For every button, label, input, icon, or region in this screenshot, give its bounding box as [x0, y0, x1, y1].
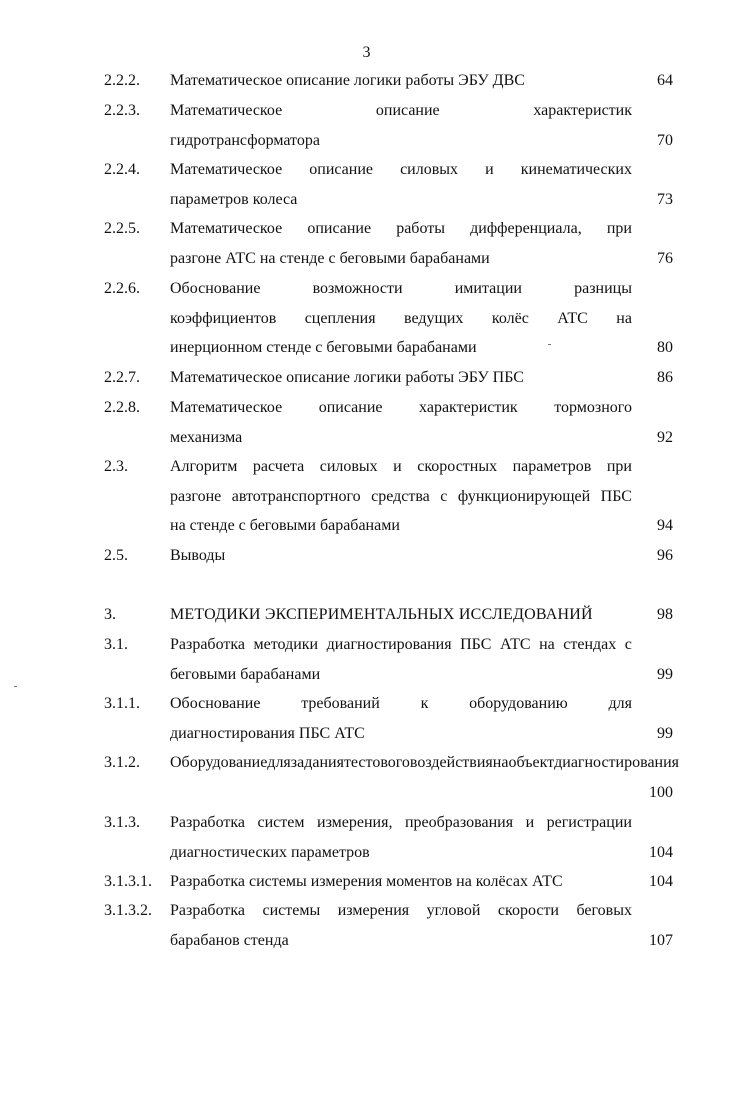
toc-entry-number: 3.1.2.: [104, 754, 140, 771]
toc-entry-number: 2.3.: [104, 458, 128, 475]
toc-entry-number: 2.2.6.: [104, 280, 140, 297]
toc-entry-title-line: барабанов стенда: [170, 931, 289, 949]
toc-entry-page: 104: [649, 843, 673, 861]
toc-entry-title-line: параметров колеса: [170, 190, 298, 208]
toc-entry-page: 80: [657, 339, 673, 356]
toc-entry-title-line: Математическое описание логики работы ЭБУ ДВС: [170, 72, 525, 89]
toc-entry-number: 2.2.3.: [104, 102, 140, 119]
toc-entry-title-line: механизма: [170, 428, 243, 446]
toc-entry-title-line: коэффициентов сцепления ведущих колёс АТС на: [170, 309, 632, 327]
toc-entry-number: 3.1.1.: [104, 695, 140, 712]
scan-mark: [14, 686, 17, 687]
toc-entry-title-line: диагностирования ПБС АТС: [170, 724, 365, 742]
toc-entry-title-line: Математическое описание силовых и кинематических: [170, 161, 632, 178]
toc-entry-number: 3.1.3.1.: [104, 873, 152, 890]
toc-entry-page: 98: [657, 606, 673, 623]
toc-entry-title-line: Математическое описание логики работы ЭБУ ПБС: [170, 369, 524, 386]
toc-entry-number: 2.2.7.: [104, 369, 140, 386]
toc-entry-page: 107: [649, 931, 673, 949]
toc-entry-title-line: Алгоритм расчета силовых и скоростных параметров при: [170, 458, 632, 475]
toc-entry-title-line: Обоснование требований к оборудованию для: [170, 695, 632, 712]
scan-mark: [548, 344, 551, 345]
toc-entry-number: 2.2.8.: [104, 399, 140, 416]
toc-entry-title-line: Обоснование возможности имитации разницы: [170, 280, 632, 297]
toc-entry-title-line: Разработка методики диагностирования ПБС АТС на стендах с: [170, 636, 632, 653]
toc-entry-title-line: на стенде с беговыми барабанами: [170, 517, 400, 534]
toc-entry-title-line: разгоне автотранспортного средства с функционирующей ПБС: [170, 487, 632, 505]
toc-entry-number: 3.1.: [104, 636, 128, 653]
toc-entry-title-line: гидротрансформатора: [170, 131, 320, 149]
toc-entry-title-line: МЕТОДИКИ ЭКСПЕРИМЕНТАЛЬНЫХ ИССЛЕДОВАНИЙ: [170, 606, 593, 623]
toc-entry-number: 2.2.5.: [104, 220, 140, 237]
toc-entry-number: 2.5.: [104, 547, 128, 564]
toc-entry-title-line: Оборудование для задания тестового воздействия на объект диагностирования: [170, 754, 680, 771]
toc-entry-page: 64: [657, 72, 673, 89]
toc-entry-number: 2.2.4.: [104, 161, 140, 178]
toc-entry-page: 76: [657, 249, 673, 267]
toc-entry-title-line: Математическое описание характеристик: [170, 102, 632, 119]
toc-entry-title-line: беговыми барабанами: [170, 665, 321, 683]
toc-entry-page: 70: [657, 131, 673, 149]
toc-entry-page: 100: [649, 783, 673, 801]
toc-entry-number: 2.2.2.: [104, 72, 140, 89]
toc-entry-title-line: Выводы: [170, 547, 226, 564]
toc-entry-number: 3.1.3.: [104, 814, 140, 831]
toc-entry-title-line: Разработка системы измерения угловой скорости беговых: [170, 902, 632, 919]
toc-entry-page: 94: [657, 517, 673, 534]
toc-entry-title-line: Разработка системы измерения моментов на колёсах АТС: [170, 873, 563, 890]
toc-entry-page: 99: [657, 724, 673, 742]
toc-entry-page: 92: [657, 428, 673, 446]
toc-entry-title-line: Математическое описание работы дифференциала, при: [170, 220, 632, 237]
toc-entry-number: 3.: [104, 606, 116, 623]
page-number: 3: [362, 44, 371, 61]
toc-entry-title-line: разгоне АТС на стенде с беговыми барабанами: [170, 249, 490, 267]
toc-entry-page: 86: [657, 369, 673, 386]
toc-entry-page: 73: [657, 190, 673, 208]
toc-entry-page: 104: [649, 873, 673, 890]
toc-entry-page: 99: [657, 665, 673, 683]
toc-entry-title-line: инерционном стенде с беговыми барабанами: [170, 339, 477, 356]
toc-entry-page: 96: [657, 547, 673, 564]
toc-entry-number: 3.1.3.2.: [104, 902, 152, 919]
toc-entry-title-line: диагностических параметров: [170, 843, 370, 861]
toc-entry-title-line: Математическое описание характеристик тормозного: [170, 399, 632, 416]
toc-entry-title-line: Разработка систем измерения, преобразования и регистрации: [170, 814, 632, 831]
